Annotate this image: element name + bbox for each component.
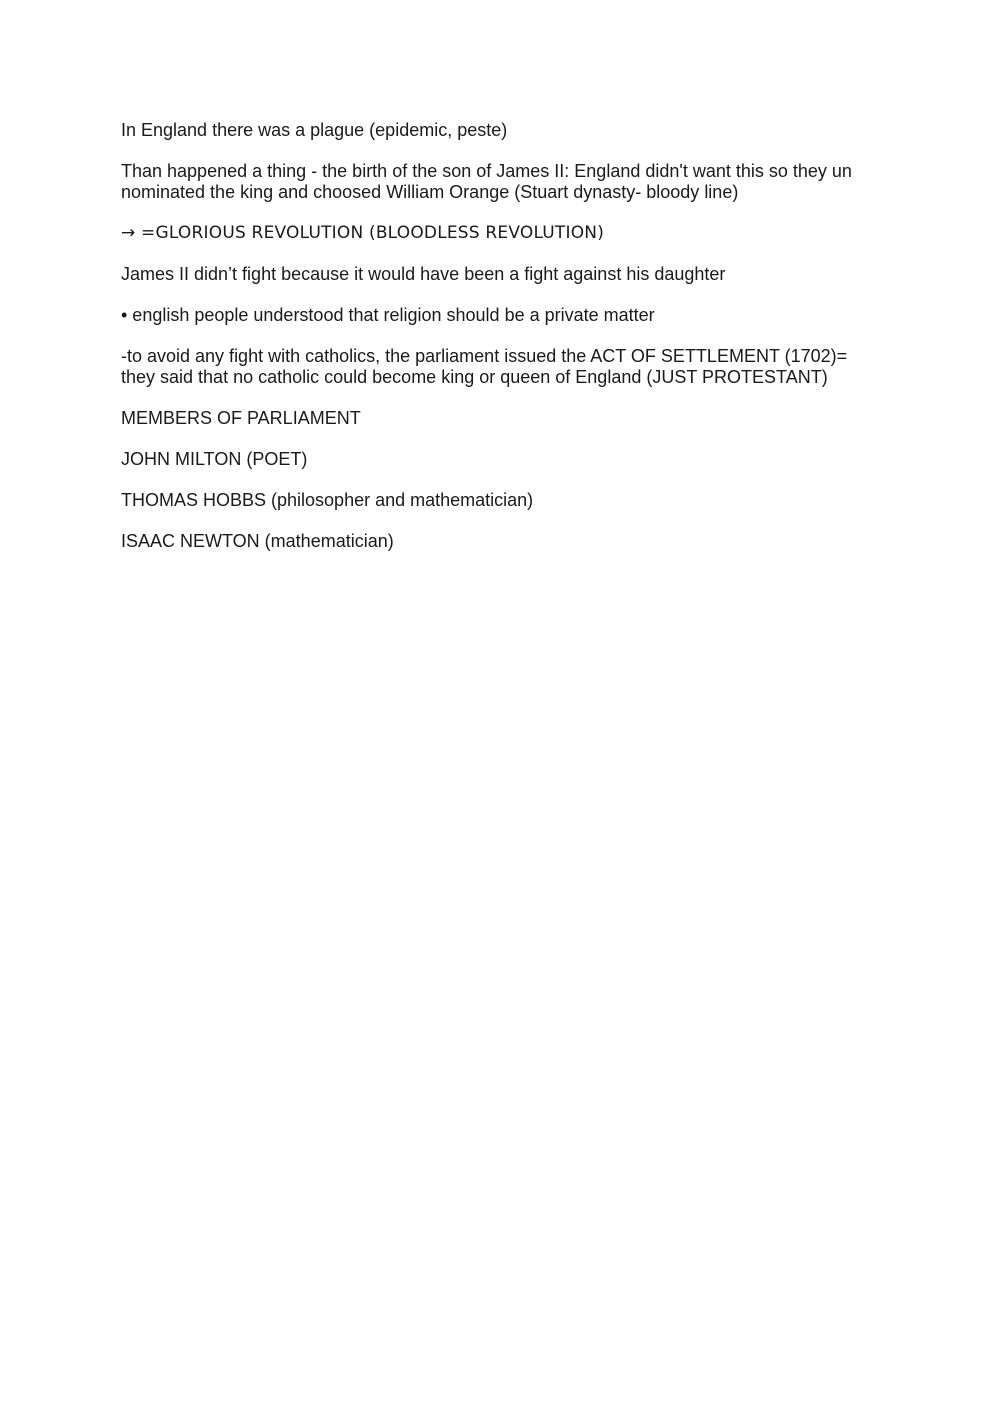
text-line: MEMBERS OF PARLIAMENT [121, 408, 361, 428]
paragraph-isaac-newton [121, 531, 891, 552]
paragraph-members-of-parliament [121, 408, 891, 429]
paragraph-thomas-hobbs [121, 490, 891, 511]
text-line: James II didn’t fight because it would have been a fight against his daughter [121, 264, 726, 284]
text-line: • english people understood that religion should be a private matter [121, 305, 655, 325]
document-body [121, 120, 891, 572]
text-line: JOHN MILTON (POET) [121, 449, 308, 469]
text-line: In England there was a plague (epidemic, peste) [121, 120, 508, 140]
text-line: THOMAS HOBBS (philosopher and mathematician) [121, 490, 534, 510]
text-line: they said that no catholic could become king or queen of England (JUST PROTESTANT) [121, 367, 828, 387]
paragraph-glorious-revolution [121, 223, 891, 244]
paragraph-religion-bullet [121, 305, 891, 326]
text-line: Than happened a thing - the birth of the son of James II: England didn't want this so they un [121, 161, 852, 181]
paragraph-james-ii [121, 264, 891, 285]
text-line: -to avoid any fight with catholics, the parliament issued the ACT OF SETTLEMENT (1702)= [121, 346, 848, 366]
paragraph-birth-of-son [121, 161, 891, 203]
text-line: → =GLORIOUS REVOLUTION (BLOODLESS REVOLUTION) [121, 223, 605, 243]
text-line: ISAAC NEWTON (mathematician) [121, 531, 394, 551]
text-line: nominated the king and choosed William Orange (Stuart dynasty- bloody line) [121, 182, 739, 202]
paragraph-act-of-settlement [121, 346, 891, 388]
paragraph-john-milton [121, 449, 891, 470]
paragraph-plague [121, 120, 891, 141]
